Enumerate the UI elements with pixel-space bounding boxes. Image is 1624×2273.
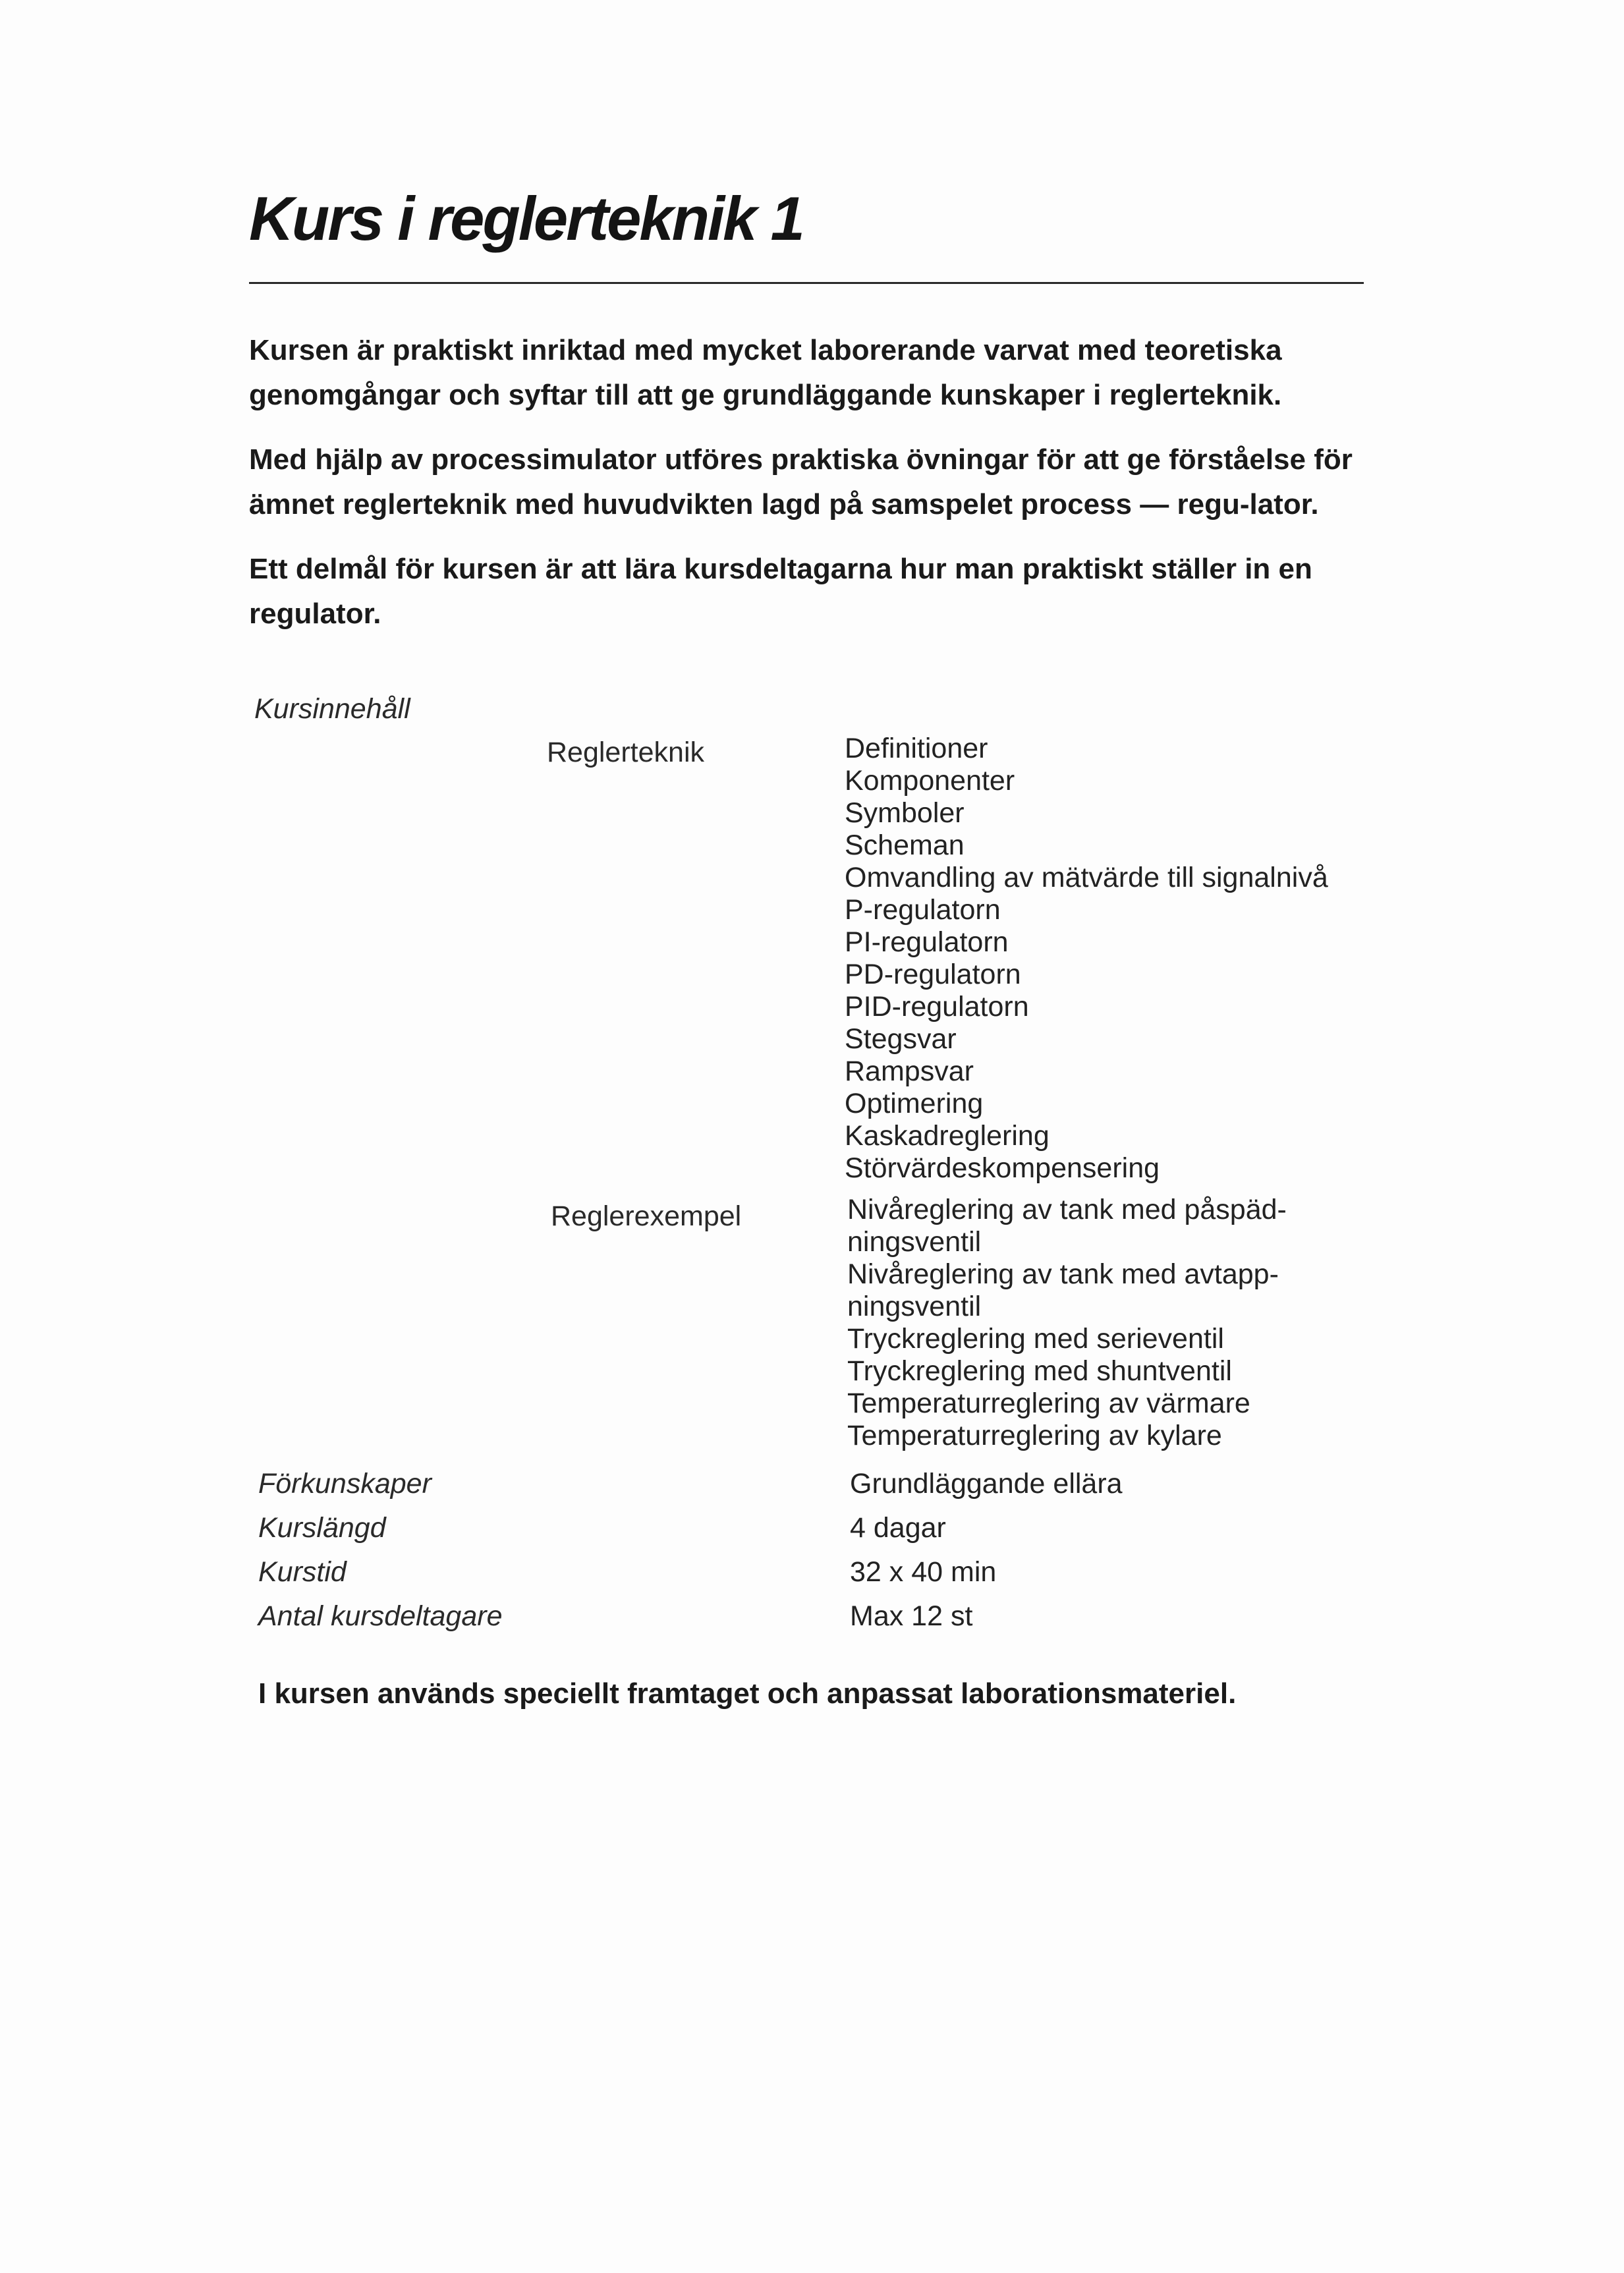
intro-paragraph-1: Kursen är praktiskt inriktad med mycket laborerande varvat med teoretiska genomgångar och syftar till att ge grundläggande kunskaper i reglerteknik. — [249, 334, 1282, 411]
intro-text — [249, 328, 1377, 656]
fact-label: Förkunskaper — [258, 1468, 432, 1500]
topic-item: Temperaturreglering av kylare — [847, 1420, 1222, 1451]
topic-item: Kaskadreglering — [845, 1120, 1050, 1152]
topic-item: Omvandling av mätvärde till signalnivå — [845, 862, 1328, 893]
intro-paragraph-2: Med hjälp av processimulator utföres praktiska övningar för att ge förståelse för ämnet reglerteknik med huvudvikten lagd på samspelet process — regu-lator. — [249, 443, 1353, 520]
fact-value: 4 dagar — [850, 1512, 946, 1544]
topic-item: Tryckreglering med shuntventil — [847, 1355, 1232, 1387]
fact-row — [258, 1512, 1378, 1556]
fact-label: Kurstid — [258, 1556, 347, 1588]
fact-value: 32 x 40 min — [850, 1556, 997, 1588]
topic-item: Stegsvar — [845, 1023, 957, 1055]
topic-item: ningsventil — [847, 1226, 982, 1258]
course-facts — [258, 1468, 1378, 1644]
topic-item: Optimering — [845, 1088, 984, 1119]
topic-item: PI-regulatorn — [845, 926, 1009, 958]
topic-item: Nivåreglering av tank med avtapp- — [847, 1258, 1279, 1290]
topic-item: Definitioner — [845, 733, 988, 764]
topic-item: Symboler — [845, 797, 965, 829]
fact-value: Max 12 st — [850, 1600, 973, 1632]
topic-item: Scheman — [845, 829, 965, 861]
reglerexempel-topic-list — [847, 1194, 1287, 1452]
fact-row — [258, 1556, 1378, 1600]
content-section-label: Kursinnehåll — [254, 693, 410, 725]
topic-item: PID-regulatorn — [845, 991, 1029, 1023]
topic-item: Tryckreglering med serieventil — [847, 1323, 1224, 1355]
intro-paragraph-3: Ett delmål för kursen är att lära kursdeltagarna hur man praktiskt ställer in en regulator. — [249, 553, 1312, 630]
topic-item: ningsventil — [847, 1291, 982, 1322]
footer-note: I kursen används speciellt framtaget och anpassat laborationsmateriel. — [258, 1677, 1237, 1710]
title-divider — [249, 282, 1364, 284]
topic-item: Temperaturreglering av värmare — [847, 1388, 1250, 1419]
fact-row — [258, 1468, 1378, 1512]
fact-label: Kurslängd — [258, 1512, 386, 1544]
topic-item: P-regulatorn — [845, 894, 1001, 926]
topic-item: PD-regulatorn — [845, 959, 1021, 990]
topic-item: Rampsvar — [845, 1055, 974, 1087]
group-label-reglerexempel: Reglerexempel — [551, 1200, 742, 1232]
reglerteknik-topic-list — [845, 733, 1328, 1185]
fact-row — [258, 1600, 1378, 1644]
topic-item: Störvärdeskompensering — [845, 1152, 1160, 1184]
fact-label: Antal kursdeltagare — [258, 1600, 503, 1632]
page-title: Kurs i reglerteknik 1 — [249, 184, 803, 253]
group-label-reglerteknik: Reglerteknik — [547, 737, 704, 768]
topic-item: Komponenter — [845, 765, 1015, 797]
fact-value: Grundläggande ellära — [850, 1468, 1123, 1500]
topic-item: Nivåreglering av tank med påspäd- — [847, 1194, 1287, 1225]
